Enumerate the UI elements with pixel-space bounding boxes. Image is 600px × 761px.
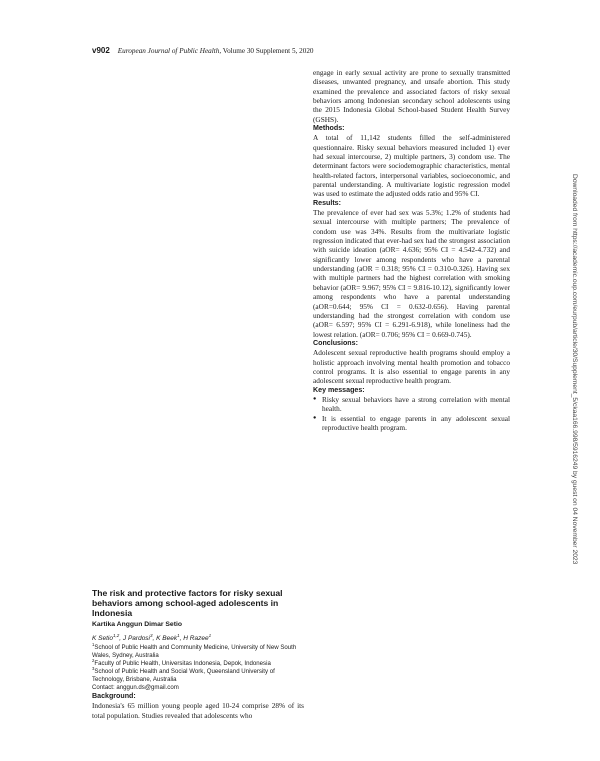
conclusions-text: Adolescent sexual reproductive health programs should employ a holistic approach involving mental health promotion and tobacco control programs. It is also essential to engage parents in any adolescent sexual reproductive health program. — [313, 348, 510, 386]
background-text: Indonesia's 65 million young people aged 10-24 comprise 28% of its total population. Studies revealed that adolescents who — [92, 701, 304, 720]
presenter-name: Kartika Anggun Dimar Setio — [92, 621, 183, 628]
background-heading: Background: — [92, 691, 136, 700]
conclusions-heading: Conclusions: — [313, 338, 358, 347]
key-message-item: ● It is essential to engage parents in any adolescent sexual reproductive health program. — [313, 414, 510, 433]
download-watermark: Downloaded from https://academic.oup.com/eurpub/article/30/Supplement_5/ckaa166.998/5916249 by guest on 04 November 2023 — [571, 174, 578, 565]
affiliation: $^2$Faculty of Public Health, Universitas Indonesia, Depok, Indonesia — [92, 657, 271, 667]
author-affiliation-sup: 3 — [150, 632, 153, 638]
volume-info: , Volume 30 Supplement 5, 2020 — [219, 47, 314, 55]
affiliations — [92, 641, 304, 692]
author-name: , J Pardosi — [119, 635, 151, 642]
abstract-start — [92, 588, 304, 720]
methods-text: A total of 11,142 students filled the self-administered questionnaire. Risky sexual behaviors measured included 1) ever had sexual intercourse, 2) multiple partners, 3) condom use. The determinant factors were sociodemographic characteristics, mental health-related factors, interpersonal variables, socioeconomic, and parental understanding. A multivariate logistic regression model was used to estimate the adjusted odds ratio and 95% CI. — [313, 133, 510, 199]
results-heading: Results: — [313, 198, 341, 207]
author-name: K Setio — [92, 635, 113, 642]
key-message-item: ● Risky sexual behaviors have a strong correlation with mental health. — [313, 395, 510, 414]
author-name: , K Beek — [152, 635, 178, 642]
author-affiliation-sup: 1 — [208, 632, 212, 638]
abstract-continuation — [313, 68, 510, 432]
results-text: The prevalence of ever had sex was 5.3%; 1.2% of students had sexual intercourse with multiple partners; The prevalence of condom use was 34%. Results from the multivariate logistic regression indicated that ever-had sex had the strongest association with suicide ideation (aOR= 4.636; 95% CI = 4.542-4.732) and significantly lower among respondents who have a parental understanding (aOR = 0.318; 95% CI = 0.310-0.326). Having sex with multiple partners had the highest correlation with smoking behavior (aOR= 9.967; 95% CI = 9.816-10.12), significantly lower among respondents who have a parental understanding (aOR=0.644; 95% CI = 0.632-0.656). Having parental understanding had the strongest correlation with condom use (aOR= 6.597; 95% CI = 6.291-6.918), while loneliness had the lowest relation. (aOR= 0.706; 95% CI = 0.669-0.745). — [313, 208, 510, 339]
running-header — [92, 46, 314, 55]
journal-name: European Journal of Public Health — [117, 47, 220, 55]
affiliation: $^1$School of Public Health and Community Medicine, University of New South Wales, Sydney, Australia — [92, 641, 297, 659]
author-affiliation-sup: 1,2 — [112, 632, 120, 638]
key-messages-heading: Key messages: — [313, 385, 365, 394]
author-list — [92, 632, 304, 644]
methods-heading: Methods: — [313, 124, 345, 133]
author-name: , H Razee — [179, 635, 209, 642]
author-affiliation-sup: 1 — [177, 632, 180, 638]
page-number: v902 — [92, 46, 110, 55]
background-continued: engage in early sexual activity are prone to sexually transmitted diseases, unwanted pregnancy, and unsafe abortion. This study examined the prevalence and associated factors of risky sexual behaviors among Indonesian secondary school adolescents using the 2015 Indonesia Global School-based Student Health Survey (GSHS). — [313, 68, 510, 124]
key-messages-list — [313, 395, 510, 432]
contact-email: Contact: anggun.ds@gmail.com — [92, 683, 179, 691]
affiliation: $^3$School of Public Health and Social Work, Queensland University of Technology, Brisbane, Australia — [92, 665, 275, 683]
abstract-title: The risk and protective factors for risky sexual behaviors among school-aged adolescents in Indonesia — [92, 588, 283, 618]
